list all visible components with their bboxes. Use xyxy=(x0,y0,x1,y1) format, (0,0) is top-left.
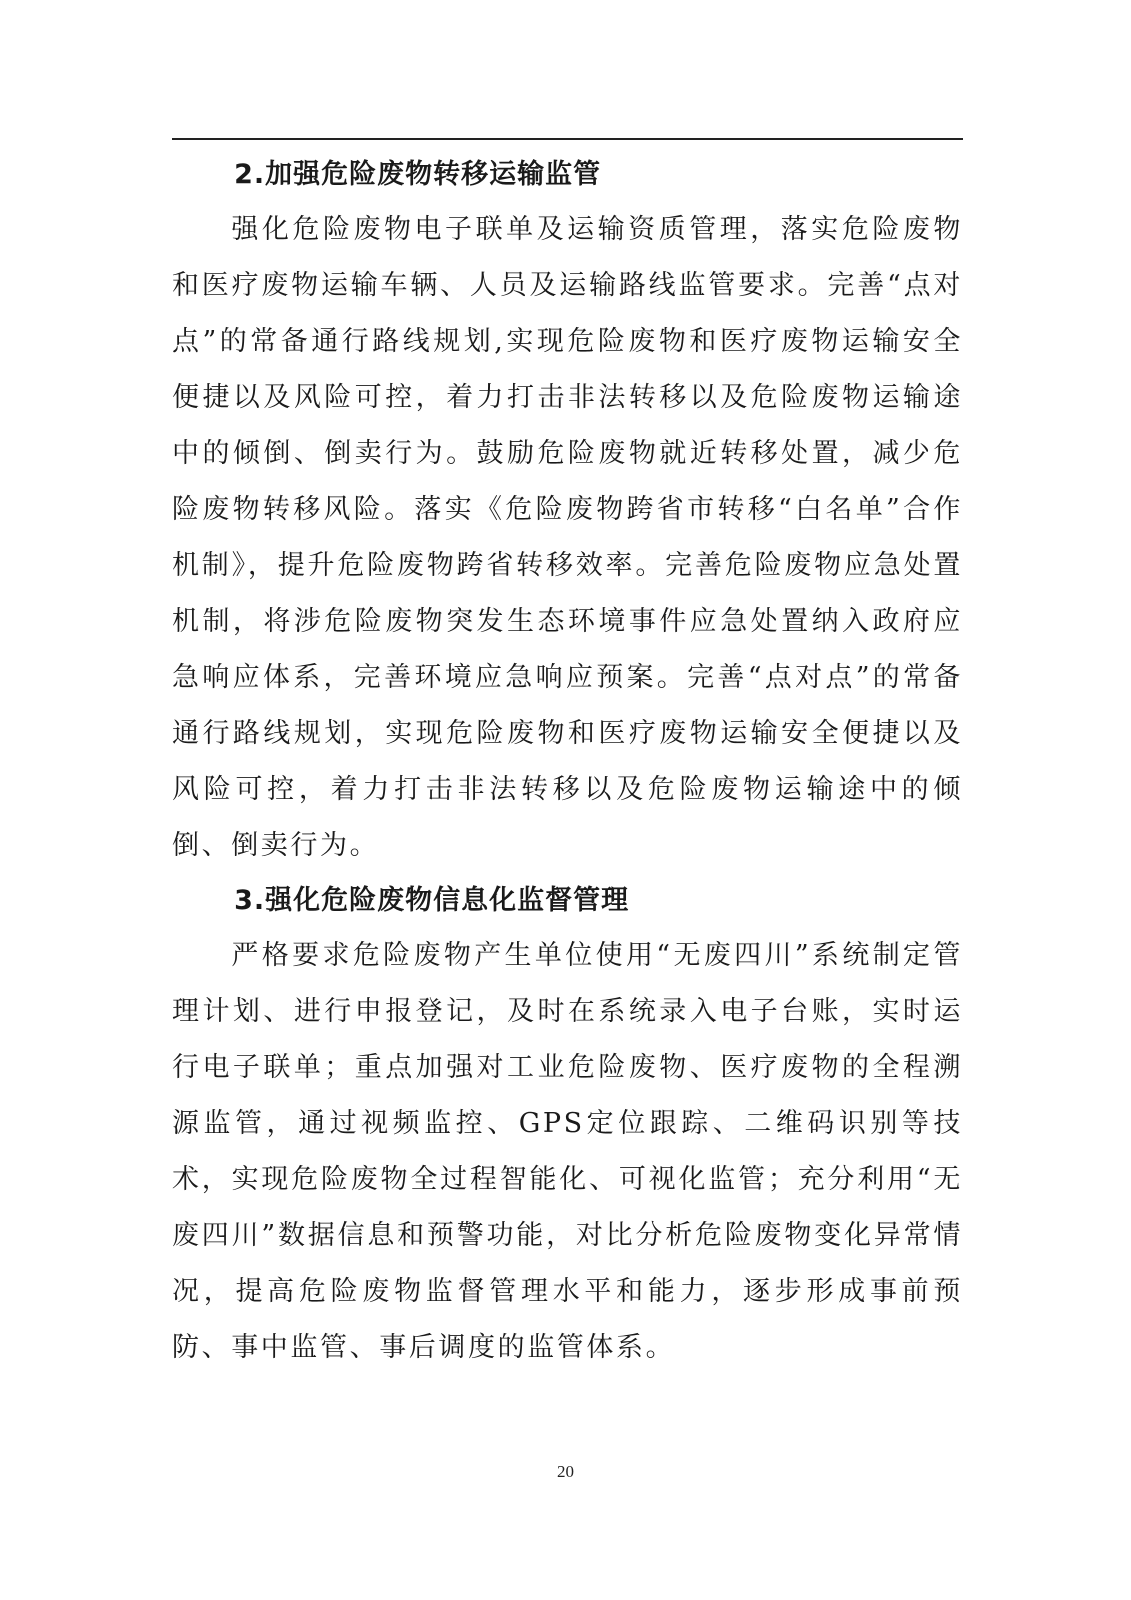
page-number: 20 xyxy=(557,1462,574,1481)
section-paragraph-2: 强化危险废物电子联单及运输资质管理，落实危险废物和医疗废物运输车辆、人员及运输路线监管要求。完善“点对点”的常备通行路线规划,实现危险废物和医疗废物运输安全便捷以及风险可控，着力打击非法转移以及危险废物运输途中的倾倒、倒卖行为。鼓励危险废物就近转移处置，减少危险废物转移风险。落实《危险废物跨省市转移“白名单”合作机制》，提升危险废物跨省转移效率。完善危险废物应急处置机制，将涉危险废物突发生态环境事件应急处置纳入政府应急响应体系，完善环境应急响应预案。完善“点对点”的常备通行路线规划，实现危险废物和医疗废物运输安全便捷以及风险可控，着力打击非法转移以及危险废物运输途中的倾倒、倒卖行为。 xyxy=(172,214,963,861)
section-heading-3: 3.强化危险废物信息化监督管理 xyxy=(234,885,630,916)
header-rule xyxy=(172,138,963,140)
body-text xyxy=(172,148,963,1376)
section-heading-2: 2.加强危险废物转移运输监管 xyxy=(234,159,602,190)
section-paragraph-3: 严格要求危险废物产生单位使用“无废四川”系统制定管理计划、进行申报登记，及时在系统录入电子台账，实时运行电子联单；重点加强对工业危险废物、医疗废物的全程溯源监管，通过视频监控、GPS定位跟踪、二维码识别等技术，实现危险废物全过程智能化、可视化监管；充分利用“无废四川”数据信息和预警功能，对比分析危险废物变化异常情况，提高危险废物监督管理水平和能力，逐步形成事前预防、事中监管、事后调度的监管体系。 xyxy=(172,940,963,1363)
